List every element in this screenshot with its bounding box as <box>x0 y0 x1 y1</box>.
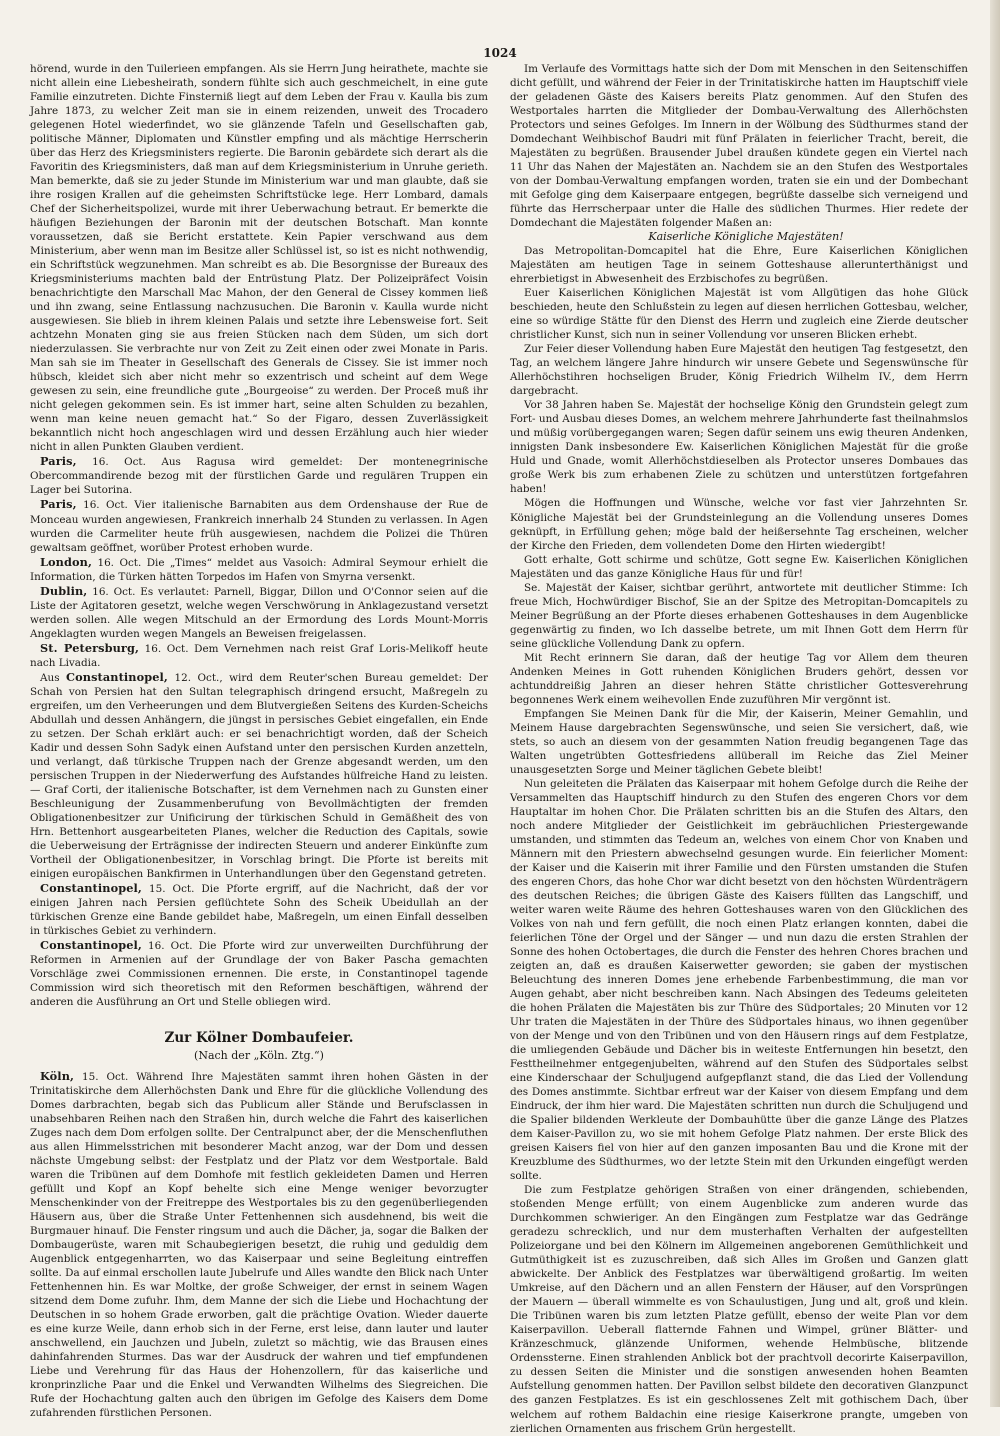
news-item-london <box>30 555 488 584</box>
section-title: Zur Kölner Dombaufeier. <box>164 1030 354 1047</box>
news-text: 16. Oct. Die „Times“ meldet aus Vasoich: Admiral Seymour erhielt die Information, die Türken hätten Torpedos im Hafen von Smyrna versenkt. <box>30 556 488 583</box>
right-column <box>510 62 968 1436</box>
news-text: 15. Oct. Die Pforte ergriff, auf die Nachricht, daß der vor einigen Jahren nach Persien geflüchtete Sohn des Scheik Ubeidullah an der türkischen Grenze eine Bande gebildet habe, Maßregeln, um einen Einfall desselben in türkisches Gebiet zu verhindern. <box>30 882 488 937</box>
news-text: 16. Oct. Vier italienische Barnabiten aus dem Ordenshause der Rue de Monceau wurden angewiesen, Frankreich innerhalb 24 Stunden zu verlassen. In Agen wurden die Carmeliter heute früh ausgewiesen, nachdem die Polizei die Thüren gewaltsam geöffnet, worüber Protest erhoben wurde. <box>30 499 488 554</box>
paragraph: Im Verlaufe des Vormittags hatte sich der Dom mit Menschen in den Seitenschiffen dicht gefüllt, und während der Feier in der Trinitatiskirche hatten im Hauptschiff viele der geladenen Gäste des Kaisers bereits Platz genommen. Auf den Stufen des Westportales harrten die Mitglieder der Dombau-Verwaltung des Allerhöchsten Protectors und seines Gefolges. Im Innern in der Wölbung des Südthurmes stand der Domdechant Weihbischof Baudri mit fünf Prälaten in feierlicher Tracht, bereit, die Majestäten zu begrüßen. Brausender Jubel draußen kündete gegen ein Viertel nach 11 Uhr das Nahen der Majestäten an. Nachdem sie an den Stufen des Westportales von der Dombau-Verwaltung empfangen worden, traten sie ein und der Dombechant mit Gefolge ging dem Kaiserpaare entgegen, begrüßte dasselbe sich verneigend und führte das Herrscherpaar unter die Halle des südlichen Thurmes. Hier redete der Domdechant die Majestäten folgender Maßen an: <box>510 63 968 230</box>
paragraph: Mit Recht erinnern Sie daran, daß der heutige Tag vor Allem dem theuren Andenken Meines in Gott ruhenden Königlichen Bruders gehört, dessen vor achtunddreißig Jahren an dieser hehren Stätte christlicher Gottesverehrung begonnenes Werk einem weihevollen Ende zuzuführen Mir vergönnt ist. <box>510 651 968 706</box>
dateline-place: London, <box>40 554 92 569</box>
paragraph: Euer Kaiserlichen Königlichen Majestät ist vom Allgütigen das hohe Glück beschieden, heute den Schlußstein zu legen auf diesen herrlichen Gottesbau, welcher, eine so würdige Stätte für den Dienst des Herrn und zugleich eine Zierde deutscher christlicher Kunst, sich nun in seiner Vollendung vor unseren Blicken erhebt. <box>510 287 968 342</box>
paragraph: Vor 38 Jahren haben Se. Majestät der hochselige König den Grundstein gelegt zum Fort- und Ausbau dieses Domes, an welchem mehrere Jahrhunderte fast theilnahmslos und müßig vorübergegangen waren; Segen dafür seinem uns ewig theuren Andenken, innigsten Dank insbesondere Ew. Kaiserlichen Königlichen Majestät für die große Huld und Gnade, womit Allerhöchstdieselben als Protector unseres Dombaues das große Werk bis zum erhabenen Ziele zu schützen und unterstützen fortgefahren haben! <box>510 399 968 496</box>
dateline-place: Constantinopel, <box>40 880 142 895</box>
paragraph: Empfangen Sie Meinen Dank für die Mir, der Kaiserin, Meiner Gemahlin, und Meinem Hause dargebrachten Segenswünsche, und seien Sie versichert, daß, wie stets, so auch an diesem von der gesammten Nation freudig begangenen Tage das Walten ungetrübten Gottesfriedens allüberall im Reiche das Ziel Meiner unausgesetzten Sorge und Meiner täglichen Gebete bleibt! <box>510 707 968 776</box>
report-text: 15. Oct. Während Ihre Majestäten sammt ihren hohen Gästen in der Trinitatiskirche dem Allerhöchsten Dank und Ehre für die glückliche Vollendung des Domes darbrachten, begab sich das Publicum aller Stände und Berufsclassen in unabsehbaren Reihen nach den Straßen hin, durch welche die Fahrt des kaiserlichen Zuges nach dem Dom erfolgen sollte. Der Centralpunct aber, der die Menschenfluthen aus allen Himmelsstrichen mit besonderer Macht anzog, war der Dom und dessen nächste Umgebung selbst: der Festplatz und der Platz vor dem Westportale. Bald waren die Tribünen auf dem Domhofe mit festlich gekleideten Damen und Herren gefüllt und Kopf an Kopf behelte sich eine Menge weniger bevorzugter Menschenkinder von der Freitreppe des Westportales bis zu den gegenüberliegenden Häusern aus, über die Straße Unter Fettenhennen sich ausdehnend, bis weit die Burgmauer hinauf. Die Fenster ringsum und auch die Dächer, ja, sogar die Balken der Dombaugerüste, waren mit Schaubegierigen besetzt, die ruhig und geduldig dem Augenblick entgegenharrten, wo das Kaiserpaar und seine Begleitung eintreffen sollte. Da auf einmal erschollen laute Jubelrufe und Alles wandte den Blick nach Unter Fettenhennen hin. Es war Moltke, der große Schweiger, der ernst in seinem Wagen sitzend dem Dome zufuhr. Ihm, dem Manne der sich die Liebe und Hochachtung der Deutschen in so hohem Grade erworben, galt die prächtige Ovation. Wieder dauerte es eine kurze Weile, dann erhob sich in der Ferne, erst leise, dann lauter und lauter anschwellend, ein Jauchzen und Jubeln, zuletzt so mächtig, wie das Brausen eines dahinfahrenden Sturmes. Das war der Ausdruck der wahren und tief empfundenen Liebe und Verehrung für das Haus der Hohenzollern, für das kaiserliche und kronprinzliche Paar und die Enkel und Verwandten Wilhelms des Siegreichen. Die Rufe der Hochachtung galten auch den übrigen im Gefolge des Kaisers dem Dome zufahrenden fürstlichen Personen. <box>30 1071 488 1420</box>
dateline-place: Constantinopel, <box>66 669 168 684</box>
dateline-place: Köln, <box>40 1069 75 1084</box>
news-item-dublin <box>30 584 488 641</box>
report-koeln <box>30 1069 488 1420</box>
page-number: 1024 <box>483 46 517 60</box>
dateline-place: Paris, <box>40 497 77 512</box>
news-item-petersburg <box>30 641 488 670</box>
dateline-place: Dublin, <box>40 583 88 598</box>
news-item-paris-2 <box>30 497 488 554</box>
dateline-place: Constantinopel, <box>40 937 142 952</box>
paragraph: Se. Majestät der Kaiser, sichtbar gerührt, antwortete mit deutlicher Stimme: Ich freue Mich, Hochwürdiger Bischof, Sie an der Spitze des Metropitan-Domcapitels zu Meiner Begrüßung an der Pforte dieses erhabenen Gotteshauses in dem Augenblicke gegenwärtig zu finden, wo Ich dasselbe betrete, um mit Ihnen Gott dem Herrn für seine glückliche Vollendung Dank zu opfern. <box>510 581 968 650</box>
news-item-paris-1 <box>30 454 488 497</box>
news-text: 16. Oct. Es verlautet: Parnell, Biggar, Dillon und O'Connor seien auf die Liste der Agitatoren gesetzt, welche wegen Verschwörung in Anklagezustand versetzt werden sollen. Alle wegen Mitschuld an der Ermordung des Lords Mount-Morris Angeklagten wurden wegen Mangels an Beweisen freigelassen. <box>30 585 488 640</box>
dateline-place: St. Petersburg, <box>40 640 140 655</box>
paragraph: Die zum Festplatze gehörigen Straßen von einer drängenden, schiebenden, stoßenden Menge erfüllt; von einem Augenblicke zum anderen wurde das Durchkommen schwieriger. An den Eingängen zum Festplatze war das Gedränge geradezu schrecklich, und nur dem musterhaften Verhalten der aufgestellten Polizeiorgane und bei den Kölnern im Allgemeinen angeborenen Gemüthlichkeit und Gutmüthigkeit ist es zuzuschreiben, daß sich Alles im Großen und Ganzen glatt abwickelte. Der Anblick des Festplatzes war überwältigend großartig. Im weiten Umkreise, auf den Dächern und an allen Fenstern der Häuser, auf den Vorsprüngen der Mauern — überall wimmelte es von Schaulustigen, Jung und alt, groß und klein. Die Tribünen waren bis zum letzten Platze gefüllt, ebenso der weite Plan vor dem Kaiserpavillon. Ueberall flatternde Fahnen und Wimpel, grüner Blätter- und Kränzeschmuck, glänzende Uniformen, wehende Helmbüsche, blitzende Ordenssterne. Einen strahlenden Anblick bot der prachtvoll decorirte Kaiserpavillon, zu dessen Seiten die Minister und die sonstigen anwesenden hohen Beamten Aufstellung genommen hatten. Der Pavillon selbst bildete den decorativen Glanzpunct des ganzen Festplatzes. Es ist ein geschlossenes Zelt mit gothischem Dach, über welchem auf rothem Baldachin eine riesige Kaiserkrone prangte, umgeben von zierlichen Ornamenten aus frischem Grün hergestellt. <box>510 1184 968 1435</box>
article-continuation: hörend, wurde in den Tuilerieen empfangen. Als sie Herrn Jung heirathete, machte sie nicht allein eine Liebesheirath, sondern fühlte sich auch geschmeichelt, in eine gute Familie einzutreten. Dichte Finsterniß liegt auf dem Leben der Frau v. Kaulla bis zum Jahre 1873, zu welcher Zeit man sie in einem reizenden, unweit des Trocadero gelegenen Hotel wiederfindet, wo sie glänzende Tafeln und Gesellschaften gab, politische Männer, Diplomaten und Künstler empfing und als mächtige Herrscherin über das Herz des Kriegsministers regierte. Die Baronin gebärdete sich derart als die Favoritin des Kriegsministers, daß man auf dem Kriegsministerium in Unruhe gerieth. Man bemerkte, daß sie zu jeder Stunde im Ministerium war und man glaubte, daß sie ihre rosigen Krallen auf die geheimsten Schriftstücke lege. Herr Lombard, damals Chef der Sicherheitspolizei, wurde mit ihrer Ueberwachung betraut. Er bemerkte die häufigen Beziehungen der Baronin mit der deutschen Botschaft. Man konnte voraussetzen, daß sie Bericht erstattete. Kein Papier verschwand aus dem Ministerium, aber wenn man im Besitze aller Schlüssel ist, so ist es nicht nothwendig, ein Schriftstück wegzunehmen. Man schreibt es ab. Die Besorgnisse der Bureaux des Kriegsministeriums machten bald der Entrüstung Platz. Der Polizeipräfect Voisin benachrichtigte den Marschall Mac Mahon, der den General de Cissey kommen ließ und ihn zwang, seine Entlassung nachzusuchen. Die Baronin v. Kaulla wurde nicht ausgewiesen. Sie blieb in ihrem kleinen Palais und setzte ihre Lebensweise fort. Seit achtzehn Monaten ging sie aus freien Stücken nach dem Süden, um sich dort niederzulassen. Sie verbrachte nur von Zeit zu Zeit einen oder zwei Monate in Paris. Man sah sie im Theater in Gesellschaft des Generals de Cissey. Sie ist immer noch hübsch, kleidet sich aber nicht mehr so exzentrisch und scheint auf dem Wege gewesen zu sein, eine freundliche gute „Bourgeoise“ zu werden. Der Proceß muß ihr nicht gelegen gekommen sein. Es ist immer hart, seine alten Schulden zu bezahlen, wenn man keine neuen gemacht hat.“ So der Figaro, dessen Zuverlässigkeit bekanntlich nicht hoch angeschlagen wird und dessen Erzählung auch hier wieder nicht in allen Punkten Glauben verdient. <box>30 63 488 454</box>
paragraph: Zur Feier dieser Vollendung haben Eure Majestät den heutigen Tag festgesetzt, den Tag, an welchem längere Jahre hindurch wir unsere Gebete und Segenswünsche für Allerhöchstihren hochseligen Bruder, König Friedrich Wilhelm IV., dem Herrn dargebracht. <box>510 343 968 398</box>
news-text: 16. Oct. Die Pforte wird zur unverweilten Durchführung der Reformen in Armenien auf der Grundlage der von Baker Pascha gemachten Vorschläge zwei Commissionen ernennen. Die erste, in Constantinopel tagende Commission wird sich theoretisch mit den Reformen beschäftigen, während der anderen die Ausführung an Ort und Stelle obliegen wird. <box>30 939 489 1009</box>
scan-edge <box>990 0 1000 1407</box>
paragraph: Gott erhalte, Gott schirme und schütze, Gott segne Ew. Kaiserlichen Königlichen Majestäten und das ganze Königliche Haus für und für! <box>510 553 968 580</box>
news-item-constantinopel-3 <box>30 938 488 1009</box>
paragraph: Nun geleiteten die Prälaten das Kaiserpaar mit hohem Gefolge durch die Reihe der Versammelten das Hauptschiff hindurch zu den Stufen des engeren Chors vor dem Hauptaltar im hohen Chor. Die Prälaten schritten bis an die Stufen des Altars, den noch andere Mitglieder der Geistlichkeit im gebräuchlichen Priestergewande umstanden, und stimmten das Tedeum an, welches von einem Chor von Knaben und Männern mit den Priestern abwechselnd gesungen wurde. Ein feierlicher Moment: der Kaiser und die Kaiserin mit ihrer Familie und den Fürsten umstanden die Stufen des engeren Chors, das hohe Chor war dicht besetzt von den höchsten Würdenträgern des deutschen Reiches; die übrigen Gäste des Kaisers füllten das Langschiff, und weiter waren weite Räume des hehren Gotteshauses waren von den Glücklichen des Volkes von nah und fern gefüllt, die noch einen Platz erlangen konnten, dabei die feierlichen Töne der Orgel und der Sänger — und nun dazu die ersten Strahlen der Sonne des hohen Octobertages, die durch die Fenster des hehren Chores brachen und zeigten an, daß es draußen Kaiserwetter geworden; sie gaben der mystischen Beleuchtung des inneren Domes jene erhebende Farbenbestimmung, die man vor Augen gehabt, aber nicht beschreiben kann. Nach Absingen des Tedeums geleiteten die hohen Prälaten die Majestäten bis zur Thüre des Südportales; 20 Minuten vor 12 Uhr traten die Majestäten in der Thüre des Südportales hinaus, wo ihnen gegenüber von der Menge und von den Tribünen und von den Häusern rings auf dem Festplatze, die umliegenden Gebäude und Dächer bis in weiteste Entfernungen hin besetzt, den Festtheilnehmer entgegenjubelten, während auf den Stufen des Südportales selbst eine Kinderschaar der Schuljugend aufgepflanzt stand, die das Lied der Vollendung des Domes anstimmte. Sichtbar erfreut war der Kaiser von diesem Empfang und dem Eindruck, der ihm hier ward. Die Majestäten schritten nun durch die Schuljugend und die Spalier bildenden Werkleute der Dombauhütte über die ganze Länge des Platzes dem Kaiser-Pavillon zu, wo sie mit hohem Gefolge Platz nahmen. Der erste Blick des greisen Kaisers fiel von hier auf den ganzen imposanten Bau und die Krone mit der Kreuzblume des Südthurmes, wo der letzte Stein mit den Urkunden eingefügt werden sollte. <box>510 777 968 1183</box>
paragraph: Mögen die Hoffnungen und Wünsche, welche vor fast vier Jahrzehnten Sr. Königliche Majestät bei der Grundsteinlegung an die Vollendung unseres Domes geknüpft, in Erfüllung gehen; möge bald der heißersehnte Tag erscheinen, welcher der Kirche den Frieden, dem vollendeten Dome den Hirten wiedergibt! <box>510 497 968 552</box>
columns <box>30 62 968 1436</box>
section-source: (Nach der „Köln. Ztg.“) <box>194 1049 324 1063</box>
paragraph: Das Metropolitan-Domcapitel hat die Ehre, Eure Kaiserlichen Königlichen Majestäten am heutigen Tage in seinem Gotteshause allerunterthänigst und ehrerbietigst in Abwesenheit des Erzbischofes zu begrüßen. <box>510 245 968 286</box>
address-salutation: Kaiserliche Königliche Majestäten! <box>648 230 844 244</box>
news-text: 12. Oct., wird dem Reuter'schen Bureau gemeldet: Der Schah von Persien hat den Sultan telegraphisch dringend ersucht, Maßregeln zu ergreifen, um den Verheerungen und dem Blutvergießen Seitens des Kurden-Scheichs Abdullah und dessen Anhängern, die jüngst in persisches Gebiet eingefallen, ein Ende zu setzen. Der Schah erklärt auch: er sei benachrichtigt worden, daß der Scheich Kadir und dessen Sohn Sadyk einen Aufstand unter den persischen Kurden anzetteln, und verlangt, daß türkische Truppen nach der Grenze abgesandt werden, um den persischen Truppen in der Niederwerfung des Aufstandes hülfreiche Hand zu leisten. — Graf Corti, der italienische Botschafter, ist dem Vernehmen nach zu Gunsten einer Beschleunigung der Zusammenberufung von Bevollmächtigten der fremden Obligationenbesitzer zur Unificirung der türkischen Schuld in Gemäßheit des von Hrn. Bettenhort ausgearbeiteten Planes, welcher die Reduction des Capitals, sowie die Ueberweisung der Erträgnisse der indirecten Steuern und anderer Einkünfte zum Vortheil der Obligationenbesitzer, in Vorschlag bringt. Die Pforte ist bereits mit einigen europäischen Bankfirmen in Unterhandlungen über den Gegenstand getreten. <box>30 671 489 880</box>
news-text: 16. Oct. Aus Ragusa wird gemeldet: Der montenegrinische Obercommandirende bezog mit der fürstlichen Garde und regulären Truppen ein Lager bei Sutorina. <box>30 456 488 497</box>
news-item-constantinopel-1 <box>30 670 488 881</box>
news-text: 16. Oct. Dem Vernehmen nach reist Graf Loris-Melikoff heute nach Livadia. <box>30 642 488 669</box>
news-item-constantinopel-2 <box>30 881 488 938</box>
dateline-place: Paris, <box>40 454 77 469</box>
dateline-prefix: Aus <box>40 671 60 684</box>
left-column <box>30 62 488 1436</box>
